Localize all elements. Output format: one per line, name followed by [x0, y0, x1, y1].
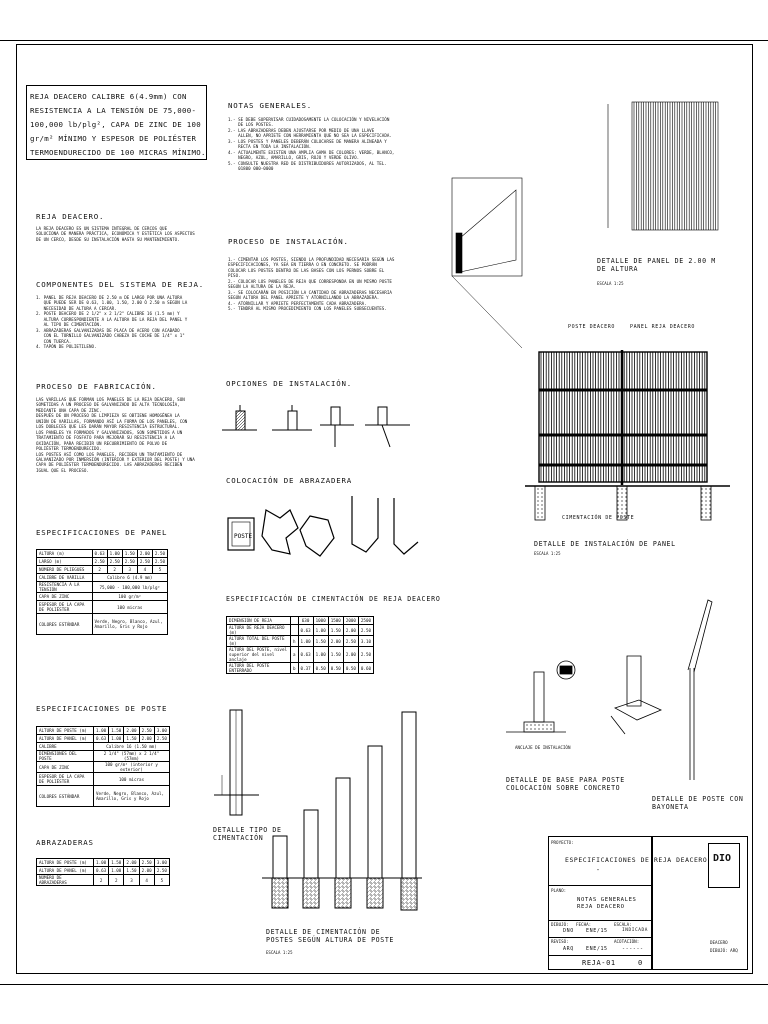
company-logo — [708, 843, 740, 888]
table-row: LARGO (m) 2.50 2.50 2.50 2.50 2.50 — [37, 558, 168, 566]
abrazaderas-table — [36, 858, 170, 886]
table-row: CAPA DE ZINC 100 gr/m² (interior y exterior) — [37, 762, 170, 773]
acotacion-label: ACOTACIÓN: — [614, 939, 640, 944]
proyecto-label: PROYECTO: — [551, 840, 574, 845]
abrazaderas-table-title: ABRAZADERAS — [36, 838, 94, 847]
componentes-body: 1. PANEL DE REJA DEACERO DE 2.50 m DE LARGO POR UNA ALTURA QUE PUEDE SER DE 0.63, 1.00, 1.50, 2.00 Ó 2.50 m SEGÚN LA NECESIDAD DE ALTURA A CERCAR. 2. POSTE DEACERO DE 2 1/2" x 2 1/2" CALIBRE 16 (1.5 mm) Y ALTURA CORRESPONDIENTE A LA ALTURA DE LA REJA DEL PANEL Y AL TIPO DE CIMENTACIÓN. 3. ABRAZADERAS GALVANIZADAS DE PLACA DE ACERO CON ACABADO CON EL TORNILLO GALVANIZADO CABEZA DE COCHE DE 1/4" x 1" CON TUERCA. 4. TAPÓN DE POLIETILENO. — [36, 295, 188, 350]
componentes-title: COMPONENTES DEL SISTEMA DE REJA. — [36, 280, 204, 289]
svg-text:POSTE: POSTE — [234, 533, 253, 540]
side-note-1: DEACERO — [710, 940, 728, 945]
plano-name: NOTAS GENERALES REJA DEACERO — [577, 897, 637, 910]
table-row: CALIBRE DE VARILLA Calibre 6 (4.9 mm) — [37, 574, 168, 582]
cimentacion-spec-title: ESPECIFICACIÓN DE CIMENTACIÓN DE REJA DEACERO — [226, 595, 441, 603]
poste-spec-table — [36, 726, 170, 807]
side-note-2: DIBUJÓ: ARQ — [710, 948, 738, 953]
table-row: NÚMERO DE PLIEGUES 2 2 3 4 5 — [37, 566, 168, 574]
table-row: ALTURA DEL POSTE, nivel superior del nivel anclaje a 0.63 1.00 1.50 2.00 2.50 — [227, 647, 374, 663]
table-row: DIMENSIÓN DE REJA 630 1000 1500 2000 2500 — [227, 617, 374, 625]
poste-bayoneta-drawing — [676, 598, 716, 788]
plano-clave: REJA-01 — [582, 959, 616, 967]
abrazadera-title: COLOCACIÓN DE ABRAZADERA — [226, 476, 352, 485]
panel-reja-label: PANEL REJA DEACERO — [630, 324, 695, 330]
notas-title: NOTAS GENERALES. — [228, 101, 312, 110]
cimentacion-alturas-scale: ESCALA 1:25 — [266, 950, 293, 955]
opciones-title: OPCIONES DE INSTALACIÓN. — [226, 379, 352, 388]
table-row: ALTURA DE PANEL (m) 0.63 1.00 1.50 2.00 2.50 — [37, 735, 170, 743]
proyecto-name: ESPECIFICACIONES DE REJA DEACERO — [565, 856, 708, 864]
cimentacion-alturas-drawing — [262, 706, 427, 924]
plano-label: PLANO: — [551, 888, 567, 893]
poste-bayoneta-caption: DETALLE DE POSTE CON BAYONETA — [652, 795, 744, 812]
panel-200-caption: DETALLE DE PANEL DE 2.00 M DE ALTURA — [597, 257, 716, 274]
instalacion-panel-scale: ESCALA 1:25 — [534, 551, 561, 556]
reviso-value: ARQ — [563, 946, 574, 952]
table-row: CALIBRE Calibre 16 (1.50 mm) — [37, 743, 170, 751]
tipo-cimentacion-caption: DETALLE TIPO DE CIMENTACIÓN — [213, 826, 282, 843]
escala-label: ESCALA: — [614, 922, 632, 927]
proyecto-dash: - — [596, 866, 601, 874]
cimentacion-table — [226, 616, 374, 674]
fecha-label: FECHA: — [576, 922, 592, 927]
plano-numero: 0 — [638, 959, 643, 967]
panel-table-title: ESPECIFICACIONES DE PANEL — [36, 528, 168, 537]
dibujo-value: DNO — [563, 928, 574, 934]
table-row: ALTURA DE POSTE (m) 1.00 1.50 2.00 2.50 3.00 — [37, 727, 170, 735]
poste-table-title: ESPECIFICACIONES DE POSTE — [36, 704, 168, 713]
fecha-value: ENE/15 — [586, 928, 608, 934]
fabricacion-title: PROCESO DE FABRICACIÓN. — [36, 382, 157, 391]
cimentacion-poste-label: CIMENTACIÓN DE POSTE — [562, 515, 635, 521]
table-row: DIMENSIONES DEL POSTE 2 1/4" (57mm) x 2 1/4" (57mm) — [37, 751, 170, 762]
instalacion-panel-caption: DETALLE DE INSTALACIÓN DE PANEL — [534, 540, 676, 548]
poste-deacero-label: POSTE DEACERO — [568, 324, 615, 330]
table-row: ALTURA DE POSTE (m) 1.00 1.50 2.00 2.50 3.00 — [37, 859, 170, 867]
perspective-detail-drawing — [452, 178, 524, 278]
panel-200-scale: ESCALA 1:25 — [597, 281, 624, 286]
table-row: COLORES ESTÁNDAR Verde, Negro, Blanco, Azul, Amarillo, Gris y Rojo — [37, 614, 168, 635]
table-row: COLORES ESTÁNDAR Verde, Negro, Blanco, Azul, Amarillo, Gris y Rojo — [37, 786, 170, 807]
dibujo-label: DIBUJÓ: — [551, 922, 569, 927]
fabricacion-body: LAS VARILLAS QUE FORMAN LOS PANELES DE LA REJA DEACERO, SON SOMETIDAS A UN PROCESO DE GALVANIZADO DE ALTA TECNOLOGÍA, MEDIANTE UNA CAPA DE ZINC. DESPUÉS DE UN PROCESO DE LIMPIEZA SE OBTIENE HOMOGÉNEA LA UNIÓN DE VARILLAS, FORMANDO ASÍ LA FORMA DE LOS PANELES, CON LOS DOBLECES QUE LES DARÁN MAYOR RESISTENCIA ESTRUCTURAL. LOS PANELES YA FORMADOS Y GALVANIZADOS, SON SOMETIDOS A UN TRATAMIENTO DE FOSFATO PARA MEJORAR SU RESISTENCIA A LA OXIDACIÓN, PARA RECIBIR UN RECUBRIMIENTO DE POLVO DE POLIÉSTER TERMOENDURECIDO. LOS POSTES ASÍ COMO LOS PANELES, RECIBEN UN TRATAMIENTO DE GALVANIZADO POR INMERSIÓN (INTERIOR Y EXTERIOR DEL POSTE) Y UNA CAPA DE POLIÉSTER TERMOENDURECIDO. LAS ABRAZADERAS RECIBEN IGUAL QUE EL PROCESO. — [36, 397, 195, 473]
table-row: ALTURA DE REJA DEACERO (m) 0.63 1.00 1.50 2.00 2.50 — [227, 625, 374, 636]
ancla-label: ANCLAJE DE INSTALACIÓN — [515, 745, 571, 750]
table-row: RESISTENCIA A LA TENSIÓN 75,000 - 100,000 lb/plg² — [37, 582, 168, 593]
table-row: ALTURA TOTAL DEL POSTE (m) h 1.00 1.50 2.00 2.50 3.10 — [227, 636, 374, 647]
table-row: ALTURA (m) 0.63 1.00 1.50 2.00 2.50 — [37, 550, 168, 558]
logo-text: DIO — [713, 853, 732, 864]
escala-value: INDICADA — [622, 928, 648, 933]
reviso-label: REVISÓ: — [551, 939, 569, 944]
cimentacion-alturas-caption: DETALLE DE CIMENTACIÓN DE POSTES SEGÚN ALTURA DE POSTE — [266, 928, 394, 945]
opciones-instalacion-drawing — [222, 395, 412, 465]
notas-body: 1.- SE DEBE SUPERVISAR CUIDADOSAMENTE LA COLOCACIÓN Y NIVELACIÓN DE LOS POSTES. 2.- LAS ABRAZADERAS DEBEN AJUSTARSE POR MEDIO DE UNA LLAVE ALLEN, NO APRIETE CON HERRAMIENTA QUE NO SEA LA ESPECIFICADA. 3.- LOS POSTES Y PANELES DEBERÁN COLOCARSE DE MANERA ALINEADA Y RECTA EN TODA LA INSTALACIÓN. 4.- ACTUALMENTE EXISTEN UNA AMPLIA GAMA DE COLORES: VERDE, BLANCO, NEGRO, AZUL, AMARILLO, GRIS, ROJO Y VERDE OLIVO. 5.- CONSULTE NUESTRA RED DE DISTRIBUIDORES AUTORIZADOS, AL TEL. 01800 000-0000 — [228, 117, 395, 172]
instalacion-body: 1.- CIMENTAR LOS POSTES, SIENDO LA PROFUNDIDAD NECESARIA SEGÚN LAS ESPECIFICACIONES, YA SEA EN TIERRA O EN CONCRETO. SE PODRÁN COLOCAR LOS POSTES DENTRO DE LAS BASES CON LOS PERNOS SOBRE EL PISO. 2.- COLOCAR LOS PANELES DE REJA QUE CORRESPONDA EN UN MISMO POSTE SEGÚN LA ALTURA DE LA REJA. 3.- SE COLOCARÁN EN POSICIÓN LA CANTIDAD DE ABRAZADERAS NECESARIA SEGÚN ALTURA DEL PANEL APRIETE Y ATORNILLANDO LA ABRAZADERA. 4.- ATORNILLAR Y APRIETE PERFECTAMENTE CADA ABRAZADERA. 5.- TENDRÁ AL MISMO PROCEDIMIENTO CON LOS PANELES SUBSECUENTES. — [228, 257, 395, 312]
reja-body: LA REJA DEACERO ES UN SISTEMA INTEGRAL DE CERCOS QUE SOLUCIONA DE MANERA PRÁCTICA, ECONÓMICA Y ESTÉTICA LOS ASPECTOS DE UN CERCO, DESDE SU INSTALACIÓN HASTA SU MANTENIMIENTO. — [36, 226, 195, 242]
fecha2-value: ENE/15 — [586, 946, 608, 952]
table-row: ALTURA DE PANEL (m) 0.63 1.00 1.50 2.00 2.50 — [37, 867, 170, 875]
installation-panel-drawing — [525, 340, 735, 525]
instalacion-title: PROCESO DE INSTALACIÓN. — [228, 237, 349, 246]
panel-spec-table — [36, 549, 168, 635]
base-poste-drawing — [506, 652, 596, 752]
table-row: ALTURA DEL POSTE ENTERRADO b 0.37 0.50 0.50 0.50 0.60 — [227, 663, 374, 674]
tipo-cimentacion-drawing — [214, 705, 264, 820]
panel-detail-drawing — [600, 100, 720, 240]
table-row: CAPA DE ZINC 100 gr/m² — [37, 593, 168, 601]
table-row: NÚMERO DE ABRAZADERAS 2 2 3 4 5 — [37, 875, 170, 886]
reja-title: REJA DEACERO. — [36, 212, 105, 221]
base-poste-caption: DETALLE DE BASE PARA POSTE COLOCACIÓN SOBRE CONCRETO — [506, 776, 625, 793]
table-row: ESPESOR DE LA CAPA DE POLIÉSTER 100 micras — [37, 773, 170, 786]
base-perspective-drawing — [605, 650, 665, 735]
table-row: ESPESOR DE LA CAPA DE POLIÉSTER 100 micras — [37, 601, 168, 614]
colocacion-abrazadera-drawing — [222, 488, 422, 578]
header-note: REJA DEACERO CALIBRE 6(4.9mm) CON RESISTENCIA A LA TENSIÓN DE 75,000-100,000 lb/plg², CAPA DE ZINC DE 100 gr/m² MÍNIMO Y ESPESOR DE POLIÉSTER TERMOENDURECIDO DE 100 MICRAS MÍNIMO. — [30, 92, 206, 158]
acotacion-value: ------ — [622, 946, 644, 952]
